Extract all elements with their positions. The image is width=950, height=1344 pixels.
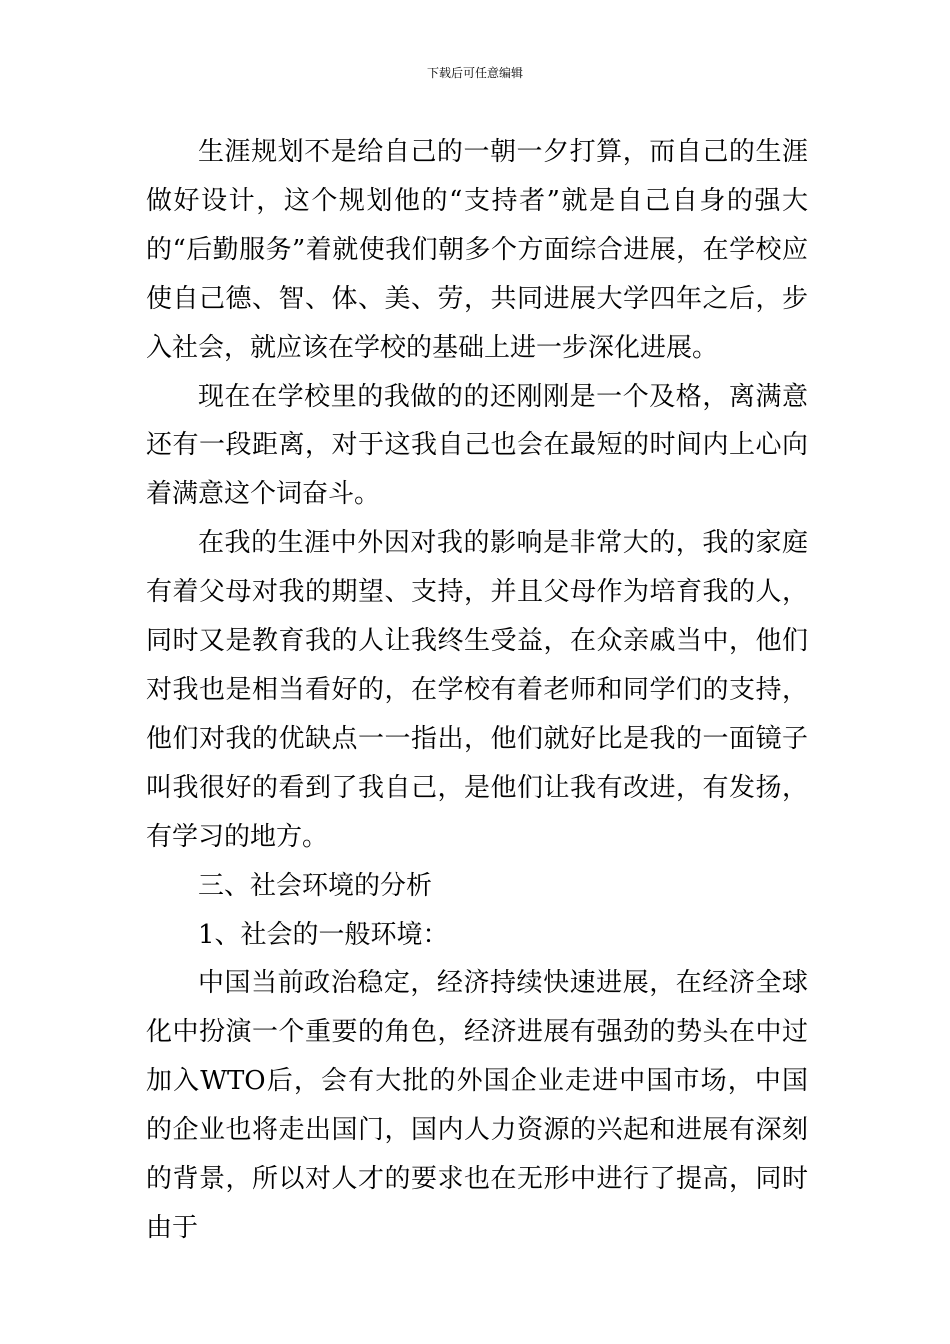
- subsection-heading-general-environment: 1、社会的一般环境：: [198, 919, 449, 950]
- paragraph-china-economy: 中国当前政治稳定，经济持续快速进展，在经济全球化中扮演一个重要的角色，经济进展有强劲的势头在中过加入WTO后，会有大批的外国企业走进中国市场，中国的企业也将走出国门，国内人力资源的兴起和进展有深刻的背景，所以对人才的要求也在无形中进行了提高，同时由于: [146, 968, 808, 1243]
- document-body: [146, 128, 808, 1253]
- page-header: 下载后可任意编辑: [426, 66, 523, 80]
- paragraph-career-planning: 生涯规划不是给自己的一朝一夕打算，而自己的生涯做好设计，这个规划他的“支持者”就是自己自身的强大的“后勤服务”着就使我们朝多个方面综合进展，在学校应使自己德、智、体、美、劳，共同进展大学四年之后，步入社会，就应该在学校的基础上进一步深化进展。: [146, 137, 808, 363]
- paragraph-external-influence: 在我的生涯中外因对我的影响是非常大的，我的家庭有着父母对我的期望、支持，并且父母作为培育我的人，同时又是教育我的人让我终生受益，在众亲戚当中，他们对我也是相当看好的，在学校有着老师和同学们的支持，他们对我的优缺点一一指出，他们就好比是我的一面镜子叫我很好的看到了我自己，是他们让我有改进，有发扬，有学习的地方。: [146, 528, 808, 852]
- section-heading-social-environment: 三、社会环境的分析: [198, 870, 433, 901]
- paragraph-current-status: 现在在学校里的我做的的还刚刚是一个及格，离满意还有一段距离，对于这我自己也会在最短的时间内上心向着满意这个词奋斗。: [146, 381, 808, 510]
